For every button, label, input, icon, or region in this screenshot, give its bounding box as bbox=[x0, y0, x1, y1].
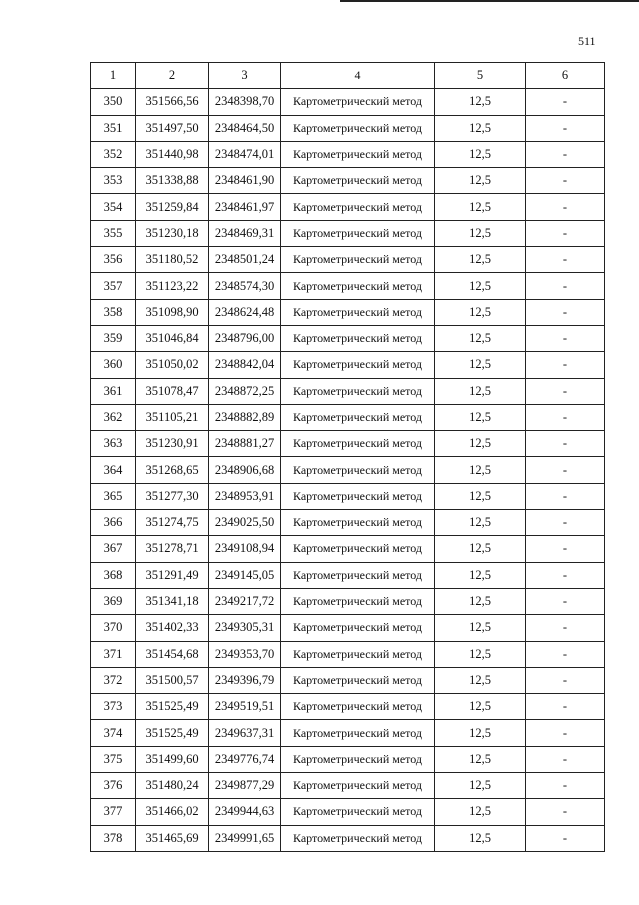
x-coordinate-cell: 351500,57 bbox=[136, 667, 209, 693]
y-coordinate-cell: 2348461,97 bbox=[209, 194, 281, 220]
note-cell: - bbox=[526, 115, 605, 141]
method-cell: Картометрический метод bbox=[281, 220, 435, 246]
coordinates-table bbox=[90, 62, 605, 852]
accuracy-cell: 12,5 bbox=[435, 536, 526, 562]
x-coordinate-cell: 351105,21 bbox=[136, 404, 209, 430]
accuracy-cell: 12,5 bbox=[435, 325, 526, 351]
x-coordinate-cell: 351278,71 bbox=[136, 536, 209, 562]
method-cell: Картометрический метод bbox=[281, 378, 435, 404]
method-cell: Картометрический метод bbox=[281, 720, 435, 746]
note-cell: - bbox=[526, 694, 605, 720]
point-number-cell: 378 bbox=[91, 825, 136, 851]
point-number-cell: 352 bbox=[91, 141, 136, 167]
note-cell: - bbox=[526, 510, 605, 536]
column-header-6: 6 bbox=[526, 63, 605, 89]
y-coordinate-cell: 2348574,30 bbox=[209, 273, 281, 299]
y-coordinate-cell: 2348881,27 bbox=[209, 431, 281, 457]
accuracy-cell: 12,5 bbox=[435, 825, 526, 851]
y-coordinate-cell: 2349776,74 bbox=[209, 746, 281, 772]
point-number-cell: 358 bbox=[91, 299, 136, 325]
accuracy-cell: 12,5 bbox=[435, 352, 526, 378]
table-row bbox=[91, 641, 605, 667]
note-cell: - bbox=[526, 457, 605, 483]
method-cell: Картометрический метод bbox=[281, 694, 435, 720]
point-number-cell: 371 bbox=[91, 641, 136, 667]
method-cell: Картометрический метод bbox=[281, 773, 435, 799]
table-row bbox=[91, 378, 605, 404]
point-number-cell: 368 bbox=[91, 562, 136, 588]
y-coordinate-cell: 2349108,94 bbox=[209, 536, 281, 562]
y-coordinate-cell: 2349353,70 bbox=[209, 641, 281, 667]
accuracy-cell: 12,5 bbox=[435, 457, 526, 483]
table-row bbox=[91, 536, 605, 562]
note-cell: - bbox=[526, 799, 605, 825]
y-coordinate-cell: 2349396,79 bbox=[209, 667, 281, 693]
y-coordinate-cell: 2349217,72 bbox=[209, 588, 281, 614]
x-coordinate-cell: 351123,22 bbox=[136, 273, 209, 299]
y-coordinate-cell: 2348398,70 bbox=[209, 89, 281, 115]
accuracy-cell: 12,5 bbox=[435, 667, 526, 693]
y-coordinate-cell: 2349637,31 bbox=[209, 720, 281, 746]
method-cell: Картометрический метод bbox=[281, 746, 435, 772]
y-coordinate-cell: 2348501,24 bbox=[209, 247, 281, 273]
top-edge-rule bbox=[340, 0, 639, 2]
table-row bbox=[91, 746, 605, 772]
method-cell: Картометрический метод bbox=[281, 194, 435, 220]
x-coordinate-cell: 351525,49 bbox=[136, 720, 209, 746]
note-cell: - bbox=[526, 325, 605, 351]
note-cell: - bbox=[526, 431, 605, 457]
y-coordinate-cell: 2348474,01 bbox=[209, 141, 281, 167]
table-row bbox=[91, 562, 605, 588]
x-coordinate-cell: 351078,47 bbox=[136, 378, 209, 404]
accuracy-cell: 12,5 bbox=[435, 89, 526, 115]
point-number-cell: 362 bbox=[91, 404, 136, 430]
table-row bbox=[91, 273, 605, 299]
x-coordinate-cell: 351499,60 bbox=[136, 746, 209, 772]
method-cell: Картометрический метод bbox=[281, 273, 435, 299]
x-coordinate-cell: 351454,68 bbox=[136, 641, 209, 667]
method-cell: Картометрический метод bbox=[281, 615, 435, 641]
table-row bbox=[91, 667, 605, 693]
point-number-cell: 367 bbox=[91, 536, 136, 562]
accuracy-cell: 12,5 bbox=[435, 115, 526, 141]
y-coordinate-cell: 2348906,68 bbox=[209, 457, 281, 483]
y-coordinate-cell: 2349305,31 bbox=[209, 615, 281, 641]
method-cell: Картометрический метод bbox=[281, 457, 435, 483]
table-row bbox=[91, 168, 605, 194]
point-number-cell: 354 bbox=[91, 194, 136, 220]
y-coordinate-cell: 2349519,51 bbox=[209, 694, 281, 720]
x-coordinate-cell: 351230,91 bbox=[136, 431, 209, 457]
table-row bbox=[91, 457, 605, 483]
table-row bbox=[91, 141, 605, 167]
accuracy-cell: 12,5 bbox=[435, 247, 526, 273]
table-row bbox=[91, 799, 605, 825]
note-cell: - bbox=[526, 615, 605, 641]
point-number-cell: 355 bbox=[91, 220, 136, 246]
method-cell: Картометрический метод bbox=[281, 641, 435, 667]
table-row bbox=[91, 615, 605, 641]
column-header-2: 2 bbox=[136, 63, 209, 89]
point-number-cell: 372 bbox=[91, 667, 136, 693]
table-row bbox=[91, 352, 605, 378]
point-number-cell: 374 bbox=[91, 720, 136, 746]
point-number-cell: 373 bbox=[91, 694, 136, 720]
table-row bbox=[91, 510, 605, 536]
y-coordinate-cell: 2348469,31 bbox=[209, 220, 281, 246]
accuracy-cell: 12,5 bbox=[435, 562, 526, 588]
point-number-cell: 375 bbox=[91, 746, 136, 772]
x-coordinate-cell: 351440,98 bbox=[136, 141, 209, 167]
note-cell: - bbox=[526, 220, 605, 246]
method-cell: Картометрический метод bbox=[281, 404, 435, 430]
point-number-cell: 361 bbox=[91, 378, 136, 404]
note-cell: - bbox=[526, 588, 605, 614]
method-cell: Картометрический метод bbox=[281, 115, 435, 141]
accuracy-cell: 12,5 bbox=[435, 773, 526, 799]
x-coordinate-cell: 351230,18 bbox=[136, 220, 209, 246]
point-number-cell: 366 bbox=[91, 510, 136, 536]
note-cell: - bbox=[526, 746, 605, 772]
table-row bbox=[91, 720, 605, 746]
point-number-cell: 370 bbox=[91, 615, 136, 641]
note-cell: - bbox=[526, 562, 605, 588]
column-header-4: 4 bbox=[281, 63, 435, 89]
note-cell: - bbox=[526, 641, 605, 667]
x-coordinate-cell: 351268,65 bbox=[136, 457, 209, 483]
method-cell: Картометрический метод bbox=[281, 483, 435, 509]
x-coordinate-cell: 351497,50 bbox=[136, 115, 209, 141]
x-coordinate-cell: 351402,33 bbox=[136, 615, 209, 641]
method-cell: Картометрический метод bbox=[281, 431, 435, 457]
x-coordinate-cell: 351046,84 bbox=[136, 325, 209, 351]
x-coordinate-cell: 351525,49 bbox=[136, 694, 209, 720]
table-header-row bbox=[91, 63, 605, 89]
note-cell: - bbox=[526, 667, 605, 693]
table-body bbox=[91, 63, 605, 852]
method-cell: Картометрический метод bbox=[281, 536, 435, 562]
note-cell: - bbox=[526, 404, 605, 430]
method-cell: Картометрический метод bbox=[281, 562, 435, 588]
x-coordinate-cell: 351566,56 bbox=[136, 89, 209, 115]
y-coordinate-cell: 2348882,89 bbox=[209, 404, 281, 430]
method-cell: Картометрический метод bbox=[281, 667, 435, 693]
accuracy-cell: 12,5 bbox=[435, 141, 526, 167]
method-cell: Картометрический метод bbox=[281, 799, 435, 825]
column-header-5: 5 bbox=[435, 63, 526, 89]
method-cell: Картометрический метод bbox=[281, 247, 435, 273]
accuracy-cell: 12,5 bbox=[435, 483, 526, 509]
table-row bbox=[91, 694, 605, 720]
x-coordinate-cell: 351259,84 bbox=[136, 194, 209, 220]
accuracy-cell: 12,5 bbox=[435, 404, 526, 430]
accuracy-cell: 12,5 bbox=[435, 273, 526, 299]
point-number-cell: 364 bbox=[91, 457, 136, 483]
table-row bbox=[91, 431, 605, 457]
method-cell: Картометрический метод bbox=[281, 89, 435, 115]
table-row bbox=[91, 89, 605, 115]
point-number-cell: 353 bbox=[91, 168, 136, 194]
accuracy-cell: 12,5 bbox=[435, 220, 526, 246]
point-number-cell: 376 bbox=[91, 773, 136, 799]
y-coordinate-cell: 2348872,25 bbox=[209, 378, 281, 404]
x-coordinate-cell: 351480,24 bbox=[136, 773, 209, 799]
table-row bbox=[91, 220, 605, 246]
method-cell: Картометрический метод bbox=[281, 141, 435, 167]
note-cell: - bbox=[526, 720, 605, 746]
table-row bbox=[91, 325, 605, 351]
x-coordinate-cell: 351465,69 bbox=[136, 825, 209, 851]
x-coordinate-cell: 351098,90 bbox=[136, 299, 209, 325]
x-coordinate-cell: 351050,02 bbox=[136, 352, 209, 378]
y-coordinate-cell: 2349025,50 bbox=[209, 510, 281, 536]
table-row bbox=[91, 115, 605, 141]
note-cell: - bbox=[526, 168, 605, 194]
y-coordinate-cell: 2349877,29 bbox=[209, 773, 281, 799]
method-cell: Картометрический метод bbox=[281, 325, 435, 351]
table-row bbox=[91, 194, 605, 220]
point-number-cell: 369 bbox=[91, 588, 136, 614]
page-number: 511 bbox=[578, 34, 596, 48]
x-coordinate-cell: 351338,88 bbox=[136, 168, 209, 194]
column-header-3: 3 bbox=[209, 63, 281, 89]
y-coordinate-cell: 2348796,00 bbox=[209, 325, 281, 351]
method-cell: Картометрический метод bbox=[281, 825, 435, 851]
note-cell: - bbox=[526, 536, 605, 562]
accuracy-cell: 12,5 bbox=[435, 431, 526, 457]
point-number-cell: 360 bbox=[91, 352, 136, 378]
note-cell: - bbox=[526, 194, 605, 220]
y-coordinate-cell: 2348624,48 bbox=[209, 299, 281, 325]
point-number-cell: 350 bbox=[91, 89, 136, 115]
column-header-1: 1 bbox=[91, 63, 136, 89]
method-cell: Картометрический метод bbox=[281, 588, 435, 614]
note-cell: - bbox=[526, 483, 605, 509]
point-number-cell: 359 bbox=[91, 325, 136, 351]
accuracy-cell: 12,5 bbox=[435, 720, 526, 746]
note-cell: - bbox=[526, 273, 605, 299]
accuracy-cell: 12,5 bbox=[435, 168, 526, 194]
x-coordinate-cell: 351291,49 bbox=[136, 562, 209, 588]
table-row bbox=[91, 299, 605, 325]
note-cell: - bbox=[526, 299, 605, 325]
y-coordinate-cell: 2349944,63 bbox=[209, 799, 281, 825]
table-row bbox=[91, 588, 605, 614]
note-cell: - bbox=[526, 89, 605, 115]
table-row bbox=[91, 483, 605, 509]
point-number-cell: 365 bbox=[91, 483, 136, 509]
point-number-cell: 351 bbox=[91, 115, 136, 141]
accuracy-cell: 12,5 bbox=[435, 194, 526, 220]
table-row bbox=[91, 825, 605, 851]
point-number-cell: 363 bbox=[91, 431, 136, 457]
method-cell: Картометрический метод bbox=[281, 510, 435, 536]
x-coordinate-cell: 351277,30 bbox=[136, 483, 209, 509]
note-cell: - bbox=[526, 141, 605, 167]
y-coordinate-cell: 2349145,05 bbox=[209, 562, 281, 588]
table-row bbox=[91, 404, 605, 430]
y-coordinate-cell: 2348842,04 bbox=[209, 352, 281, 378]
point-number-cell: 357 bbox=[91, 273, 136, 299]
y-coordinate-cell: 2348461,90 bbox=[209, 168, 281, 194]
accuracy-cell: 12,5 bbox=[435, 694, 526, 720]
accuracy-cell: 12,5 bbox=[435, 799, 526, 825]
y-coordinate-cell: 2348464,50 bbox=[209, 115, 281, 141]
note-cell: - bbox=[526, 773, 605, 799]
method-cell: Картометрический метод bbox=[281, 352, 435, 378]
x-coordinate-cell: 351466,02 bbox=[136, 799, 209, 825]
accuracy-cell: 12,5 bbox=[435, 510, 526, 536]
accuracy-cell: 12,5 bbox=[435, 746, 526, 772]
note-cell: - bbox=[526, 825, 605, 851]
note-cell: - bbox=[526, 378, 605, 404]
accuracy-cell: 12,5 bbox=[435, 588, 526, 614]
accuracy-cell: 12,5 bbox=[435, 299, 526, 325]
x-coordinate-cell: 351341,18 bbox=[136, 588, 209, 614]
note-cell: - bbox=[526, 247, 605, 273]
accuracy-cell: 12,5 bbox=[435, 641, 526, 667]
y-coordinate-cell: 2348953,91 bbox=[209, 483, 281, 509]
y-coordinate-cell: 2349991,65 bbox=[209, 825, 281, 851]
x-coordinate-cell: 351180,52 bbox=[136, 247, 209, 273]
method-cell: Картометрический метод bbox=[281, 168, 435, 194]
table-row bbox=[91, 247, 605, 273]
point-number-cell: 377 bbox=[91, 799, 136, 825]
note-cell: - bbox=[526, 352, 605, 378]
accuracy-cell: 12,5 bbox=[435, 378, 526, 404]
point-number-cell: 356 bbox=[91, 247, 136, 273]
accuracy-cell: 12,5 bbox=[435, 615, 526, 641]
method-cell: Картометрический метод bbox=[281, 299, 435, 325]
x-coordinate-cell: 351274,75 bbox=[136, 510, 209, 536]
table-row bbox=[91, 773, 605, 799]
